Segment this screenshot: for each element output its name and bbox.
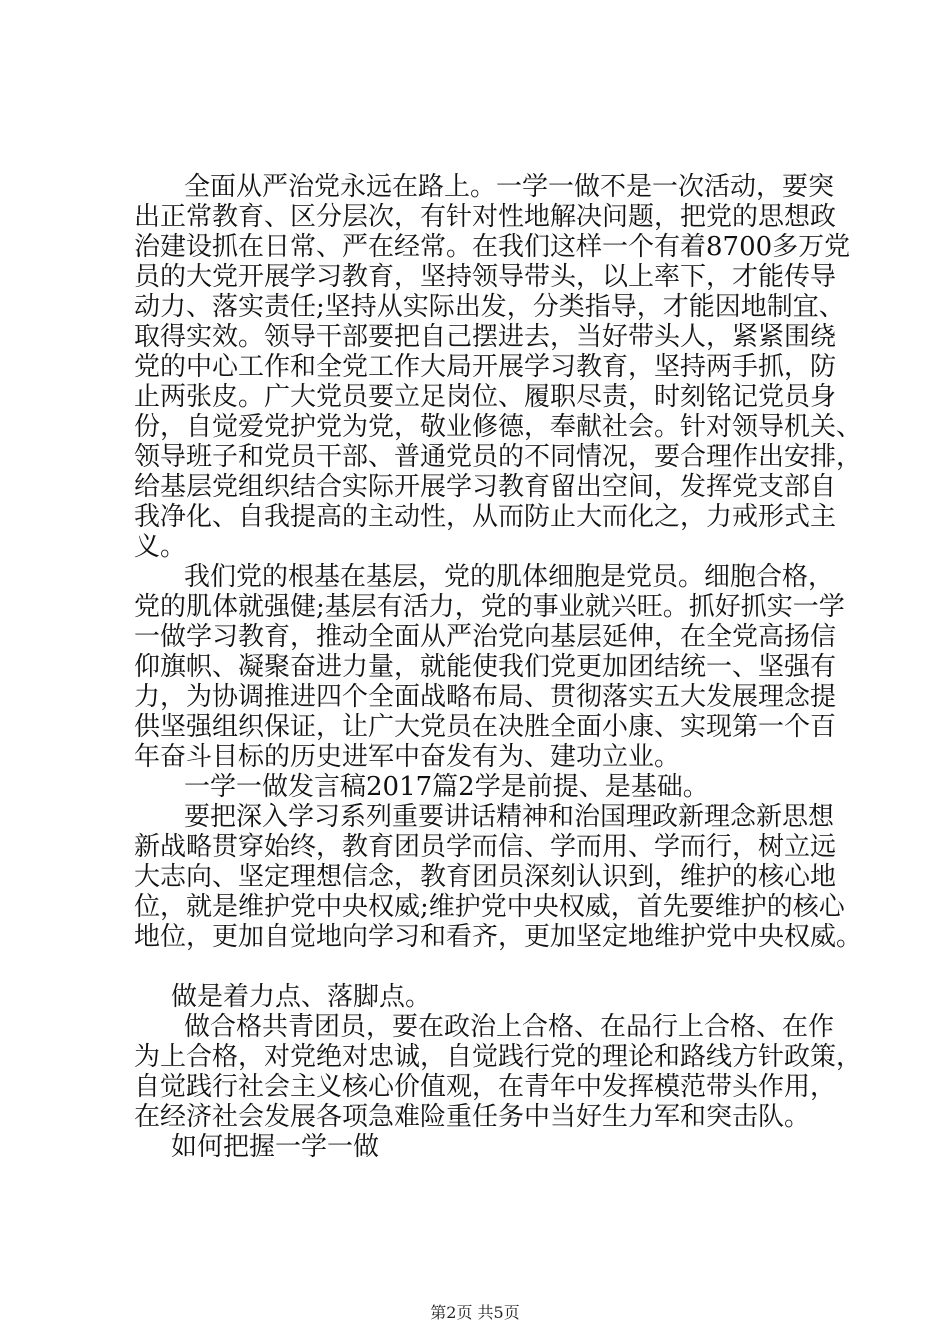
text-line: 力，为协调推进四个全面战略布局、贯彻落实五大发展理念提	[134, 682, 837, 712]
paragraph	[134, 1132, 834, 1162]
paragraph	[134, 802, 863, 952]
paragraph	[134, 772, 834, 802]
text-line: 供坚强组织保证，让广大党员在决胜全面小康、实现第一个百	[134, 712, 837, 742]
page-number-label: 第2页 共5页	[430, 1303, 520, 1322]
text-line: 全面从严治党永远在路上。一学一做不是一次活动，要突	[184, 172, 835, 202]
text-line: 党的肌体就强健;基层有活力，党的事业就兴旺。抓好抓实一学	[134, 592, 845, 622]
document-body	[134, 172, 863, 1162]
text-line: 治建设抓在日常、严在经常。在我们这样一个有着8700多万党	[134, 232, 851, 262]
text-line: 动力、落实责任;坚持从实际出发，分类指导，才能因地制宜、	[134, 292, 845, 322]
text-line: 义。	[134, 532, 187, 562]
text-line: 给基层党组织结合实际开展学习教育留出空间，发挥党支部自	[134, 472, 837, 502]
text-line: 一学一做发言稿2017篇2学是前提、是基础。	[184, 772, 709, 802]
text-line: 党的中心工作和全党工作大局开展学习教育，坚持两手抓，防	[134, 352, 837, 382]
paragraph	[134, 982, 834, 1012]
text-line: 年奋斗目标的历史进军中奋发有为、建功立业。	[134, 742, 681, 772]
text-line: 地位，更加自觉地向学习和看齐，更加坚定地维护党中央权威。	[134, 922, 863, 952]
text-line: 取得实效。领导干部要把自己摆进去，当好带头人，紧紧围绕	[134, 322, 837, 352]
text-line: 止两张皮。广大党员要立足岗位、履职尽责，时刻铭记党员身	[134, 382, 837, 412]
text-line: 新战略贯穿始终，教育团员学而信、学而用、学而行，树立远	[134, 832, 837, 862]
page-footer	[0, 1303, 950, 1323]
text-line: 员的大党开展学习教育，坚持领导带头，以上率下，才能传导	[134, 262, 837, 292]
text-line: 自觉践行社会主义核心价值观，在青年中发挥模范带头作用，	[134, 1072, 837, 1102]
text-line: 做是着力点、落脚点。	[171, 982, 432, 1012]
text-line: 要把深入学习系列重要讲话精神和治国理政新理念新思想	[184, 802, 835, 832]
text-line: 如何把握一学一做	[171, 1132, 380, 1162]
text-line: 出正常教育、区分层次，有针对性地解决问题，把党的思想政	[134, 202, 837, 232]
text-line: 领导班子和党员干部、普通党员的不同情况，要合理作出安排，	[134, 442, 863, 472]
text-line: 位，就是维护党中央权威;维护党中央权威，首先要维护的核心	[134, 892, 845, 922]
paragraph	[134, 172, 863, 562]
paragraph-gap	[134, 952, 834, 982]
text-line: 大志向、坚定理想信念，教育团员深刻认识到，维护的核心地	[134, 862, 837, 892]
text-line: 一做学习教育，推动全面从严治党向基层延伸，在全党高扬信	[134, 622, 837, 652]
text-line: 我们党的根基在基层，党的肌体细胞是党员。细胞合格，	[184, 562, 835, 592]
paragraph	[134, 562, 845, 772]
text-line: 份，自觉爱党护党为党，敬业修德，奉献社会。针对领导机关、	[134, 412, 863, 442]
text-line: 在经济社会发展各项急难险重任务中当好生力军和突击队。	[134, 1102, 811, 1132]
text-line: 为上合格，对党绝对忠诚，自觉践行党的理论和路线方针政策，	[134, 1042, 863, 1072]
text-line: 做合格共青团员，要在政治上合格、在品行上合格、在作	[184, 1012, 835, 1042]
text-line: 仰旗帜、凝聚奋进力量，就能使我们党更加团结统一、坚强有	[134, 652, 837, 682]
paragraph	[134, 1012, 863, 1132]
text-line: 我净化、自我提高的主动性，从而防止大而化之，力戒形式主	[134, 502, 837, 532]
